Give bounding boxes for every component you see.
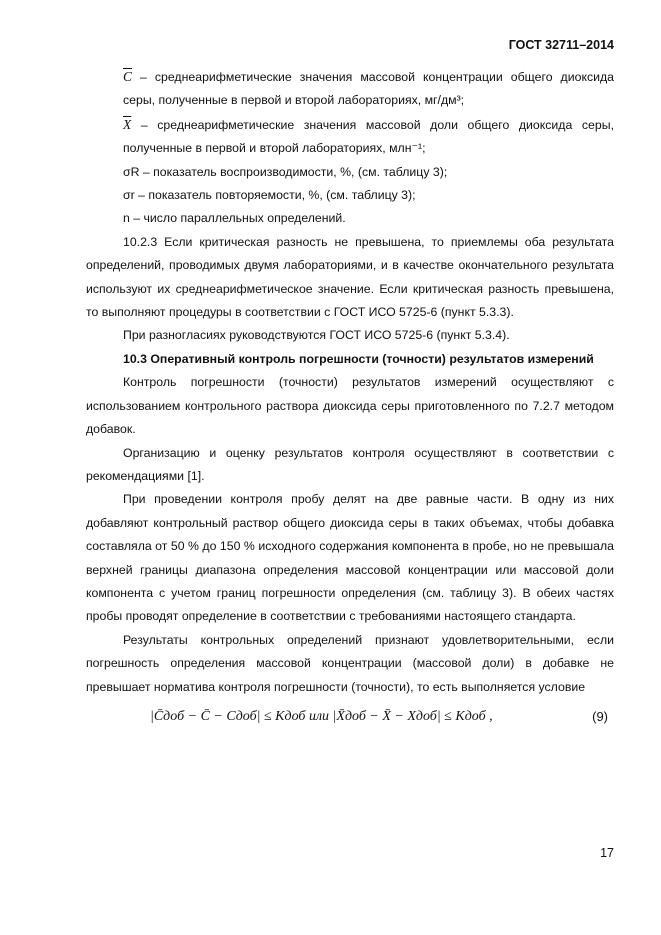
paragraph-results: Результаты контрольных определений признают удовлетворительными, если погрешность определения массовой концентрации (массовой доли) в добавке не превышает норматива контроля погрешности (точности), то есть выполняется условие <box>86 632 614 694</box>
definition-x <box>86 113 614 161</box>
page-number: 17 <box>600 846 614 860</box>
definition-sigma-reproducibility: σR – показатель воспроизводимости, %, (см. таблицу 3); <box>123 164 448 179</box>
definition-c-text: – среднеарифметические значения массовой концентрации общего диоксида серы, полученные в первой и второй лабораториях, мг/дм³; <box>123 70 614 108</box>
formula-9 <box>86 701 614 737</box>
paragraph-procedure: При проведении контроля пробу делят на две равные части. В одну из них добавляют контрольный раствор общего диоксида серы в таких объемах, чтобы добавка составляла от 50 % до 150 % исходного содержания компонента в пробе, но не превышала верхней границы диапазона определения массовой концентрации или массовой доли компонента с учетом границ погрешности определения (см. таблицу 3). В обеих частях пробы проводят определение в соответствии с требованиями настоящего стандарта. <box>86 492 614 624</box>
formula-number: (9) <box>592 708 608 724</box>
symbol-x-mean: $\overline{X}$ <box>123 116 132 132</box>
section-heading-10-3: 10.3 Оперативный контроль погрешности (точности) результатов измерений <box>123 351 594 366</box>
formula-expression: |C̄доб − C̄ − Cдоб| ≤ Kдоб или |X̄доб − X̄ − Xдоб| ≤ Kдоб , <box>150 708 493 724</box>
paragraph-disagreement: При разногласиях руководствуются ГОСТ ИСО 5725-6 (пункт 5.3.4). <box>123 328 510 343</box>
definition-sigma-repeatability: σr – показатель повторяемости, %, (см. таблицу 3); <box>123 188 416 203</box>
definition-n: n – число параллельных определений. <box>123 211 346 226</box>
paragraph-control: Контроль погрешности (точности) результатов измерений осуществляют с использованием контрольного раствора диоксида серы приготовленного по 7.2.7 методом добавок. <box>86 375 614 437</box>
definition-c <box>86 65 614 113</box>
definition-x-text: – среднеарифметические значения массовой доли общего диоксида серы, полученные в первой и второй лабораториях, млн⁻¹; <box>123 117 614 156</box>
paragraph-organization: Организацию и оценку результатов контроля осуществляют в соответствии с рекомендациями [1]. <box>86 445 614 483</box>
standard-header: ГОСТ 32711–2014 <box>508 38 614 52</box>
paragraph-10-2-3: 10.2.3 Если критическая разность не превышена, то приемлемы оба результата определений, проводимых двумя лабораториями, и в качестве окончательного результата используют их среднеарифметическое значение. Если критическая разность превышена, то выполняют процедуры в соответствии с ГОСТ ИСО 5725-6 (пункт 5.3.3). <box>86 234 614 320</box>
symbol-c-mean: $\overline{C}$ <box>123 69 133 84</box>
page-body <box>86 65 614 737</box>
